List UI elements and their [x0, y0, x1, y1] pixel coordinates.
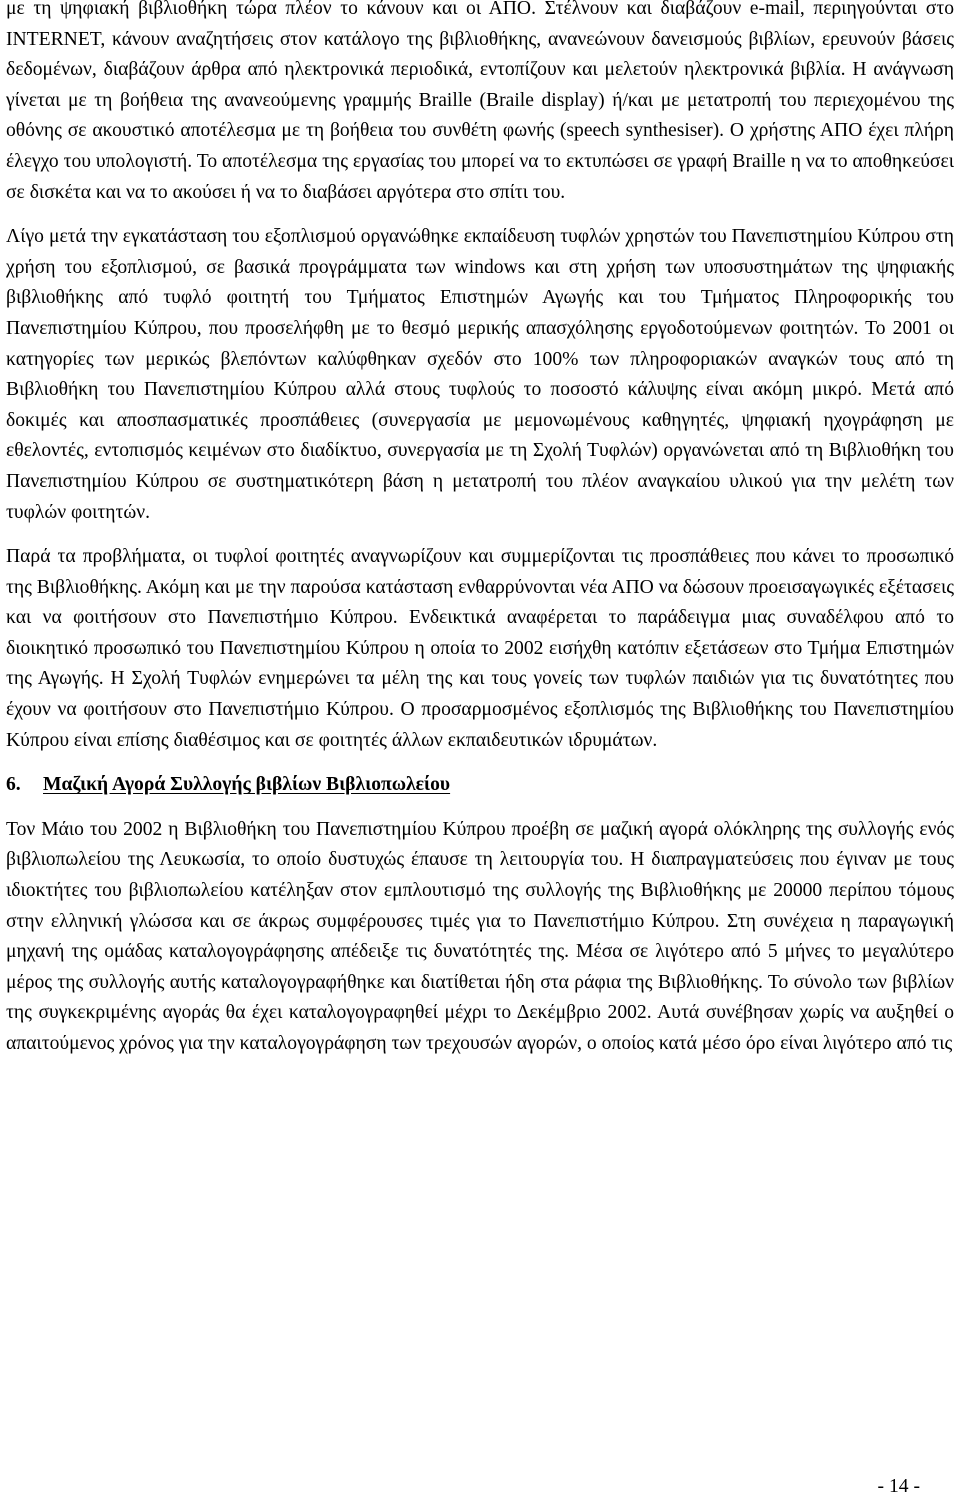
paragraph-digital-library-use: με τη ψηφιακή βιβλιοθήκη τώρα πλέον το κάνουν και οι ΑΠΟ. Στέλνουν και διαβάζουν e-mail, περιηγούνται στο INTERNET, κάνουν αναζητήσεις στον κατάλογο της βιβλιοθήκης, ανανεώνουν δανεισμούς βιβλίων, ερευνούν βάσεις δεδομένων, διαβάζουν άρθρα από ηλεκτρονικά περιοδικά, εντοπίζουν και μελετούν ηλεκτρονικά βιβλία. Η ανάγνωση γίνεται με τη βοήθεια της ανανεούμενης γραμμής Braille (Braile display) ή/και με μετατροπή του περιεχομένου της οθόνης σε ακουστικό αποτέλεσμα με τη βοήθεια του συνθέτη φωνής (speech synthesiser). Ο χρήστης ΑΠΟ έχει πλήρη έλεγχο του υπολογιστή. Το αποτέλεσμα της εργασίας του μπορεί να το εκτυπώσει σε γραφή Braille η να το αποθηκεύσει σε δισκέτα και να το ακούσει ή να το διαβάσει αργότερα στο σπίτι του.	[6, 0, 954, 203]
section-number: 6.	[6, 774, 21, 796]
paragraph-gap	[6, 528, 954, 542]
section-heading	[6, 770, 954, 801]
section-title: Μαζική Αγορά Συλλογής βιβλίων Βιβλιοπωλείου	[43, 774, 451, 796]
paragraph-blind-students-efforts: Παρά τα προβλήματα, οι τυφλοί φοιτητές αναγνωρίζουν και συμμερίζονται τις προσπάθειες που κάνει το προσωπικό της Βιβλιοθήκης. Ακόμη και με την παρούσα κατάσταση ενθαρρύνονται νέα ΑΠΟ να δώσουν προεισαγωγικές εξέτασεις και να φοιτήσουν στο Πανεπιστήμιο Κύπρου. Ενδεικτικά αναφέρεται το παράδειγμα μιας συναδέλφου από το διοικητικό προσωπικό του Πανεπιστημίου Κύπρου η οποία το 2002 εισήχθη κατόπιν εξετάσεων στο Τμήμα Επιστημών της Αγωγής. Η Σχολή Τυφλών ενημερώνει τα μέλη της και τους γονείς των τυφλών παιδιών για τις δυνατότητες που έχουν να φοιτήσουν στο Πανεπιστήμιο Κύπρου. Ο προσαρμοσμένος εξοπλισμός της Βιβλιοθήκης του Πανεπιστημίου Κύπρου είναι επίσης διαθέσιμος και σε φοιτητές άλλων εκπαιδευτικών ιδρυμάτων.	[6, 546, 954, 751]
document-page	[6, 0, 954, 1060]
paragraph-gap	[6, 756, 954, 770]
paragraph-blind-users-training: Λίγο μετά την εγκατάσταση του εξοπλισμού οργανώθηκε εκπαίδευση τυφλών χρηστών του Πανεπιστημίου Κύπρου στη χρήση του εξοπλισμού, σε βασικά προγράμματα των windows και στη χρήση των υποσυστημάτων της ψηφιακής βιβλιοθήκης από τυφλό φοιτητή του Τμήματος Επιστημών Αγωγής και του Τμήματος Πληροφορικής του Πανεπιστημίου Κύπρου, που προσελήφθη με το θεσμό μερικής απασχόλησης εργοδοτούμενων φοιτητών. Το 2001 οι κατηγορίες των μερικώς βλεπόντων καλύφθηκαν σχεδόν στο 100% των πληροφοριακών αναγκών τους από τη Βιβλιοθήκη του Πανεπιστημίου Κύπρου αλλά στους τυφλούς το ποσοστό κάλυψης είναι ακόμη μικρό. Μετά από δοκιμές και αποσπασματικές προσπάθειες (συνεργασία με μεμονωμένους καθηγητές, ψηφιακή ηχογράφηση με εθελοντές, εντοπισμός κειμένων στο διαδίκτυο, συνεργασία με τη Σχολή Τυφλών) οργανώνεται από τη Βιβλιοθήκη του Πανεπιστημίου Κύπρου σε συστηματικότερη βάση η μετατροπή του πλέον αναγκαίου υλικού για την μελέτη των τυφλών φοιτητών.	[6, 226, 954, 523]
paragraph-gap	[6, 208, 954, 222]
paragraph-bookstore-purchase: Τον Μάιο του 2002 η Βιβλιοθήκη του Πανεπιστημίου Κύπρου προέβη σε μαζική αγορά ολόκληρης της συλλογής ενός βιβλιοπωλείου της Λευκωσία, το οποίο δυστυχώς έπαυσε τη λειτουργία του. Η διαπραγματεύσεις που έγιναν με τους ιδιοκτήτες του βιβλιοπωλείου κατέληξαν στον εμπλουτισμό της συλλογής της Βιβλιοθήκης με 20000 περίπου τόμους στην ελληνική γλώσσα και σε άκρως συμφέρουσες τιμές για το Πανεπιστήμιο Κύπρου. Στη συνέχεια η παραγωγική μηχανή της ομάδας καταλογογράφησης απέδειξε τις δυνατότητές της. Μέσα σε λιγότερο από 5 μήνες το μεγαλύτερο μέρος της συλλογής αυτής καταλογογραφήθηκε και διατίθεται ήδη στα ράφια της Βιβλιοθήκης. Το σύνολο των βιβλίων της συγκεκριμένης αγοράς θα έχει καταλογογραφηθεί μέχρι το Δεκέμβριο 2002. Αυτά συνέβησαν χωρίς να αυξηθεί ο απαιτούμενος χρόνος για την καταλογογράφηση των τρεχουσών αγορών, ο οποίος κατά μέσο όρο είναι λιγότερο από τις	[6, 818, 954, 1054]
paragraph-gap	[6, 801, 954, 815]
page-number: - 14 -	[877, 1476, 920, 1497]
